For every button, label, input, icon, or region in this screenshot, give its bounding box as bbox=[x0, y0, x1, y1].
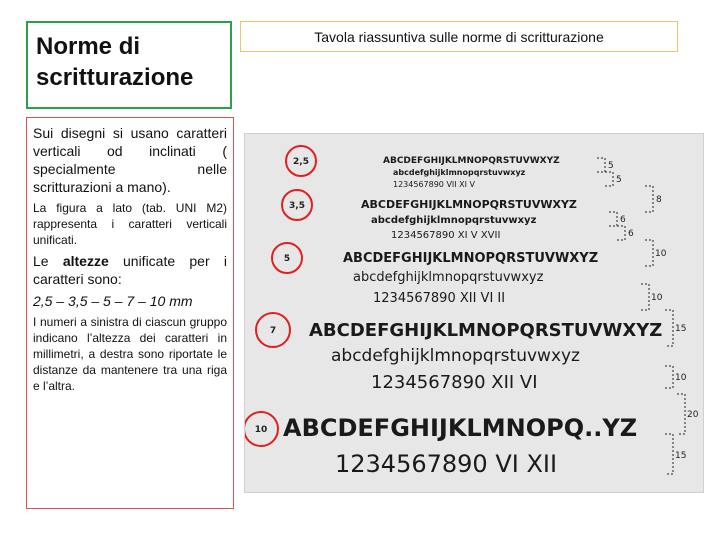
height-label-5: 5 bbox=[283, 254, 291, 264]
row-7-digits: 1234567890 XII VI bbox=[371, 372, 538, 393]
heights-keyword: altezze bbox=[62, 253, 109, 269]
spacing-label-11: 15 bbox=[675, 451, 687, 461]
spacing-label-9: 10 bbox=[675, 373, 687, 383]
height-circles bbox=[245, 146, 316, 446]
spacing-label-7: 10 bbox=[651, 293, 663, 303]
lettering-chart bbox=[245, 134, 703, 492]
spacing-label-6: 10 bbox=[655, 249, 667, 259]
paragraph-figure-ref: La figura a lato (tab. UNI M2) rappresenta i caratteri verticali unificati. bbox=[33, 201, 227, 247]
paragraph-intro: Sui disegni si usano caratteri verticali od inclinati ( specialmente nelle scritturazioni a mano). bbox=[33, 125, 227, 195]
title-box bbox=[26, 21, 232, 109]
caption-text: Tavola riassuntiva sulle norme di scritturazione bbox=[314, 28, 604, 45]
height-label-2-5: 2,5 bbox=[293, 157, 309, 167]
row-2-5-upper: ABCDEFGHIJKLMNOPQRSTUVWXYZ bbox=[383, 156, 560, 166]
paragraph-heights bbox=[33, 252, 227, 288]
text-panel bbox=[26, 117, 234, 509]
row-3-5-digits: 1234567890 XI V XVII bbox=[391, 230, 501, 241]
row-10-upper: ABCDEFGHIJKLMNOPQ..YZ bbox=[283, 414, 638, 442]
page-title: Norme di scritturazione bbox=[36, 33, 194, 91]
spacing-label-10: 20 bbox=[687, 410, 699, 420]
spacing-label-8: 15 bbox=[675, 324, 687, 334]
spacing-label-2: 5 bbox=[616, 175, 622, 185]
spacing-label-3: 8 bbox=[656, 195, 662, 205]
height-label-3-5: 3,5 bbox=[289, 201, 305, 211]
row-2-5-lower: abcdefghijklmnopqrstuvwxyz bbox=[393, 168, 526, 177]
spacing-label-4: 6 bbox=[620, 215, 626, 225]
paragraph-explanation: I numeri a sinistra di ciascun gruppo indicano l’altezza dei caratteri in millimetri, a destra sono riportate le distanze da mantenere tra una riga e l’altra. bbox=[33, 315, 227, 393]
height-label-10: 10 bbox=[254, 425, 268, 435]
height-label-7: 7 bbox=[269, 326, 277, 336]
figure-caption bbox=[240, 21, 678, 52]
row-5-digits: 1234567890 XII VI II bbox=[373, 291, 506, 306]
heights-tail: unificate per i caratteri sono: bbox=[33, 253, 227, 287]
spacing-label-5: 6 bbox=[628, 229, 634, 239]
row-7-upper: ABCDEFGHIJKLMNOPQRSTUVWXYZ bbox=[309, 320, 663, 341]
row-5-upper: ABCDEFGHIJKLMNOPQRSTUVWXYZ bbox=[343, 251, 599, 266]
heights-lead: Le bbox=[33, 253, 63, 269]
row-5-lower: abcdefghijklmnopqrstuvwxyz bbox=[353, 270, 544, 285]
row-3-5-upper: ABCDEFGHIJKLMNOPQRSTUVWXYZ bbox=[361, 198, 577, 211]
heights-list: 2,5 – 3,5 – 5 – 7 – 10 mm bbox=[33, 293, 193, 309]
row-7-lower: abcdefghijklmnopqrstuvwxyz bbox=[331, 346, 580, 366]
row-2-5-digits: 1234567890 VII XI V bbox=[393, 180, 476, 189]
row-10-digits: 1234567890 VI XII bbox=[335, 450, 558, 478]
lettering-figure bbox=[244, 133, 704, 493]
row-3-5-lower: abcdefghijklmnopqrstuvwxyz bbox=[371, 215, 537, 226]
spacing-label-1: 5 bbox=[608, 161, 614, 171]
